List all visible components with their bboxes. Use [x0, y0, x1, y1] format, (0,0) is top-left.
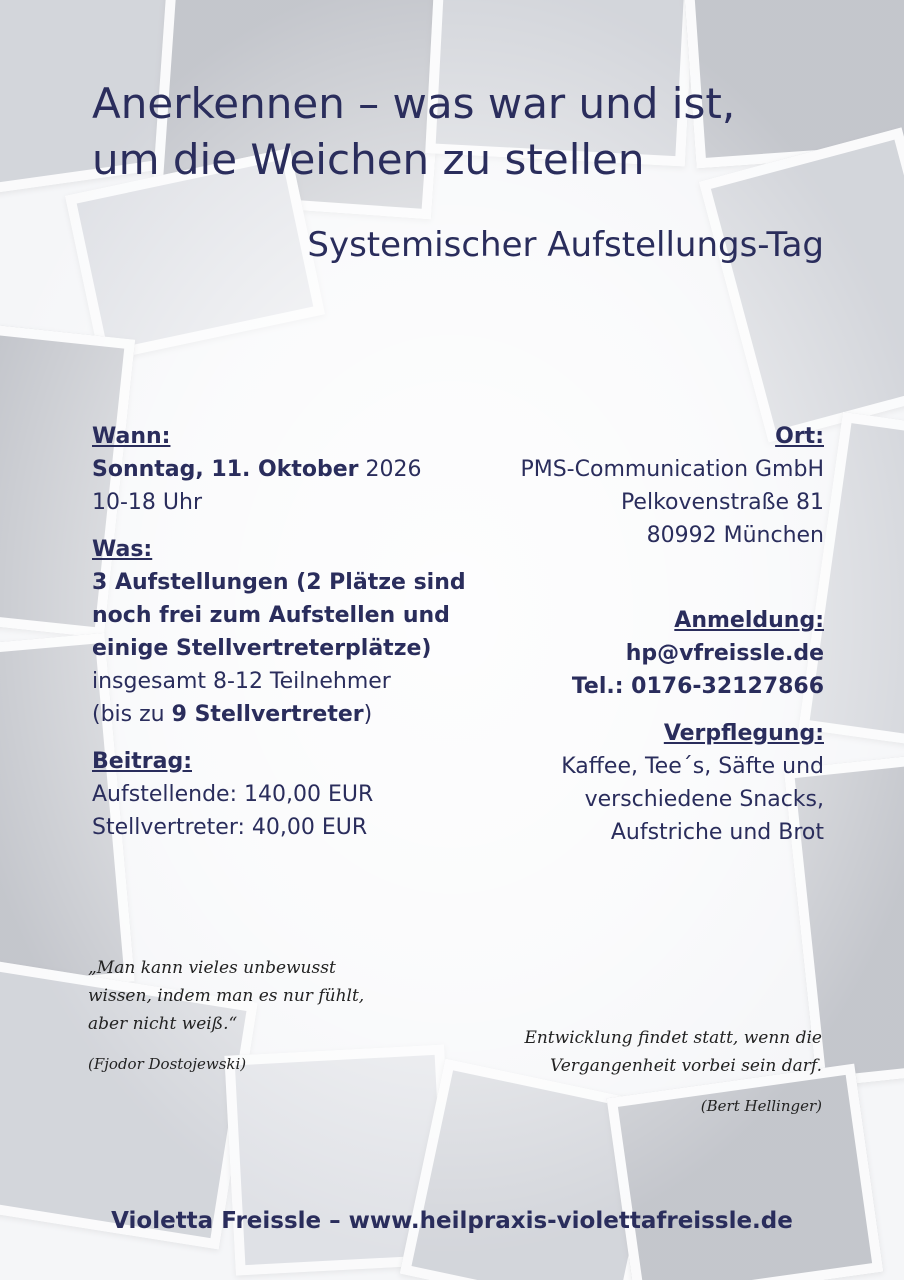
what-line: einige Stellvertreterplätze) [92, 636, 432, 661]
left-column [92, 420, 492, 844]
what-heading: Was: [92, 537, 153, 562]
event-date [92, 453, 492, 486]
fee-line: Stellvertreter: 40,00 EUR [92, 815, 368, 840]
what-line: 3 Aufstellungen (2 Plätze sind [92, 570, 466, 595]
page-title [92, 76, 852, 188]
quote-author: (Fjodor Dostojewski) [88, 1055, 247, 1073]
what-line: noch frei zum Aufstellen und [92, 603, 450, 628]
registration-email[interactable]: hp@vfreissle.de [625, 641, 824, 666]
footer-contact[interactable]: Violetta Freissle – www.heilpraxis-violettafreissle.de [111, 1208, 793, 1234]
location-line: Pelkovenstraße 81 [620, 490, 824, 515]
catering-heading: Verpflegung: [663, 721, 824, 746]
registration-phone[interactable]: Tel.: 0176-32127866 [571, 674, 824, 699]
quote-line: wissen, indem man es nur fühlt, [88, 986, 365, 1006]
catering-line: Kaffee, Tee´s, Säfte und [561, 754, 824, 779]
catering-line: verschiedene Snacks, [584, 787, 824, 812]
when-heading: Wann: [92, 424, 171, 449]
event-time: 10-18 Uhr [92, 490, 203, 515]
participants-text: insgesamt 8-12 Teilnehmer [92, 669, 391, 694]
event-subtitle: Systemischer Aufstellungs-Tag [307, 225, 824, 265]
quote-line: „Man kann vieles unbewusst [88, 958, 336, 978]
quote-line: aber nicht weiß.“ [88, 1014, 238, 1034]
event-year: 2026 [358, 457, 422, 482]
title-line: um die Weichen zu stellen [92, 135, 645, 184]
location-line: 80992 München [646, 523, 824, 548]
event-date-bold: Sonntag, 11. Oktober [92, 457, 359, 482]
title-line: Anerkennen – was war und ist, [92, 79, 736, 128]
quote-author: (Bert Hellinger) [700, 1097, 822, 1115]
quote-dostojewski [88, 954, 398, 1078]
quote-hellinger [442, 1024, 822, 1120]
location-line: PMS-Communication GmbH [520, 457, 824, 482]
catering-line: Aufstriche und Brot [610, 820, 824, 845]
right-column [444, 420, 824, 849]
location-heading: Ort: [775, 424, 824, 449]
registration-heading: Anmeldung: [674, 608, 824, 633]
fee-heading: Beitrag: [92, 749, 192, 774]
fee-line: Aufstellende: 140,00 EUR [92, 782, 374, 807]
quote-line: Entwicklung findet statt, wenn die [524, 1028, 822, 1048]
representatives-text: (bis zu 9 Stellvertreter) [92, 702, 373, 727]
quote-line: Vergangenheit vorbei sein darf. [550, 1056, 822, 1076]
